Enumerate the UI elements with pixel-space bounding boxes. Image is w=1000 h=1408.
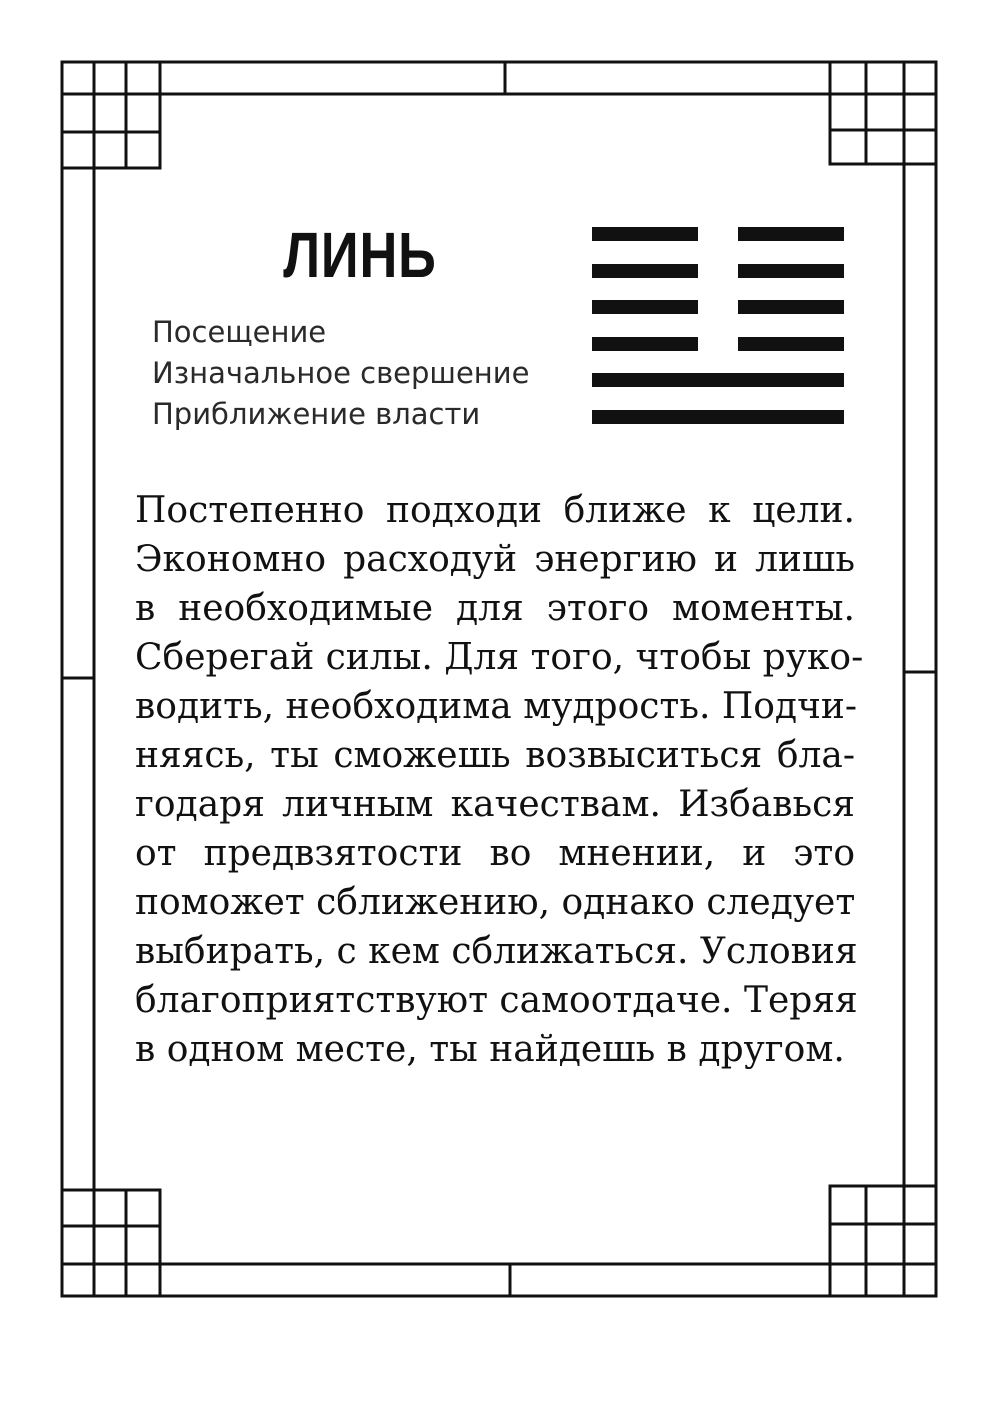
text-line: Экономно расходуй энергию и лишь [135, 539, 855, 580]
corner-grid-top-right [830, 62, 936, 164]
text-line: благоприятствуют самоотдаче. Теряя [135, 980, 858, 1021]
hexagram-line-solid [592, 410, 844, 424]
meaning-1: Посещение [152, 315, 327, 349]
text-line: поможет сближению, однако следует [135, 882, 856, 923]
meaning-3: Приближение власти [152, 397, 481, 431]
card-description [135, 486, 864, 1074]
text-line: Постепенно подходи ближе к цели. [135, 490, 855, 531]
text-line: в необходимые для этого моменты. [135, 588, 855, 629]
hexagram-line-broken-segment [592, 264, 698, 278]
text-line: от предвзятости во мнении, и это [135, 833, 855, 874]
hexagram-line-broken-segment [592, 300, 698, 314]
text-line: годаря личным качествам. Избавься [135, 784, 855, 825]
hexagram-symbol [592, 227, 844, 421]
text-line: Сберегай силы. Для того, чтобы руко- [135, 637, 864, 678]
corner-grid-bottom-left [62, 1190, 160, 1296]
hexagram-line-broken-segment [738, 337, 844, 351]
corner-grid-bottom-right [830, 1186, 936, 1296]
text-line: в одном месте, ты найдешь в другом. [135, 1029, 845, 1070]
title-meanings [152, 312, 529, 435]
meaning-2: Изначальное свершение [152, 356, 530, 390]
hexagram-line-broken-segment [738, 300, 844, 314]
hexagram-line-broken-segment [738, 227, 844, 241]
hexagram-line-solid [592, 373, 844, 387]
corner-grid-top-left [62, 62, 160, 168]
hexagram-line-broken-segment [592, 227, 698, 241]
hexagram-title: ЛИНЬ [283, 219, 437, 291]
text-line: выбирать, с кем сближаться. Условия [135, 931, 858, 972]
text-line: водить, необходима мудрость. Подчи- [135, 686, 858, 727]
hexagram-line-broken-segment [738, 264, 844, 278]
hexagram-line-broken-segment [592, 337, 698, 351]
text-line: няясь, ты сможешь возвыситься бла- [135, 735, 855, 776]
